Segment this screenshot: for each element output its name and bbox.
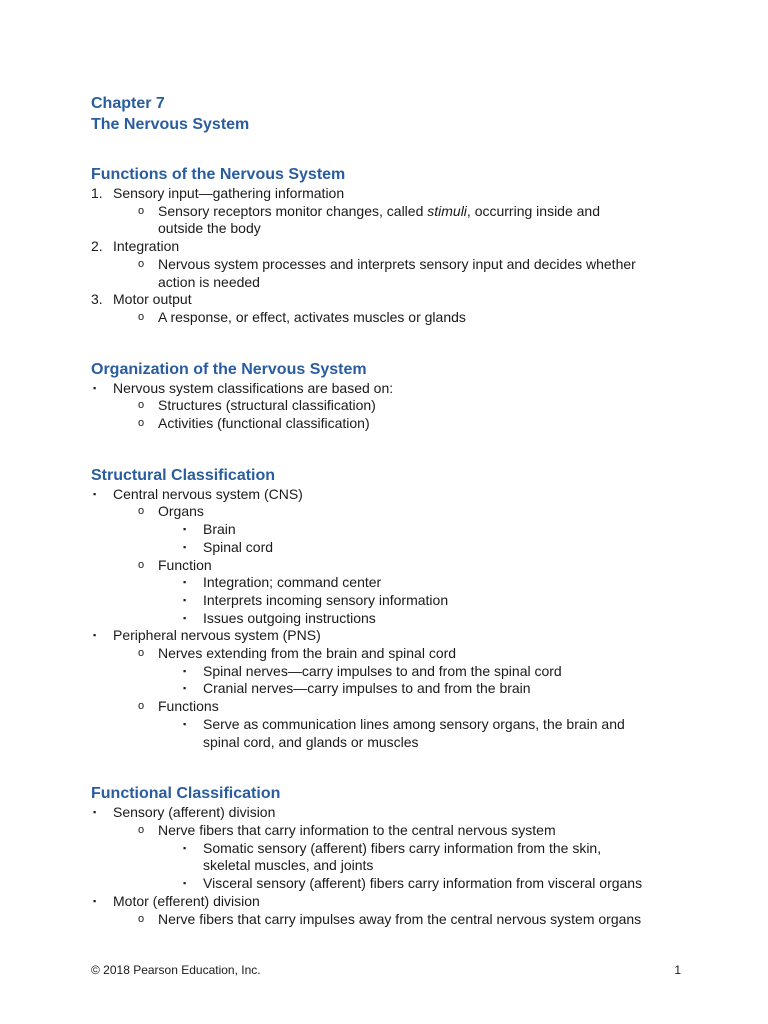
sub-item-text: Activities (functional classification) xyxy=(158,415,370,432)
bullet-marker: ▪ xyxy=(183,683,187,694)
sub-sub-item-text: Interprets incoming sensory information xyxy=(203,591,449,608)
sub-item xyxy=(91,698,691,716)
sub-sub-item xyxy=(91,521,691,539)
item-number: 1. xyxy=(91,185,103,201)
text-run: Nervous system processes and interprets sensory input and decides whether xyxy=(158,255,636,272)
sub-item xyxy=(91,503,691,521)
bullet-marker: ▪ xyxy=(93,382,97,393)
sub-item-text: Function xyxy=(158,556,212,573)
item-number: 3. xyxy=(91,291,103,308)
section-heading: Functional Classification xyxy=(91,785,281,803)
sub-item-text xyxy=(158,256,691,291)
sub-sub-item xyxy=(91,663,691,681)
bullet-marker: ▪ xyxy=(93,488,97,499)
bullet-marker: ▪ xyxy=(183,665,187,676)
bullet-marker: ▪ xyxy=(93,807,97,818)
sub-sub-item-text: Spinal nerves—carry impulses to and from the spinal cord xyxy=(203,662,562,679)
document-page xyxy=(91,93,691,928)
item-text: Motor output xyxy=(113,291,192,308)
bullet-item xyxy=(91,893,691,911)
sub-sub-item-text: Cranial nerves—carry impulses to and from the brain xyxy=(203,680,531,697)
text-run: skeletal muscles, and joints xyxy=(203,857,374,874)
sub-sub-item-text xyxy=(203,840,691,875)
circle-marker: o xyxy=(138,204,145,217)
sub-sub-item xyxy=(91,840,691,875)
sub-item xyxy=(91,645,691,663)
item-text: Sensory input—gathering information xyxy=(113,185,345,201)
item-number: 2. xyxy=(91,238,103,255)
numbered-item xyxy=(91,291,691,309)
bullet-item xyxy=(91,486,691,504)
section-functions xyxy=(91,165,691,327)
sub-sub-item-text: Integration; command center xyxy=(203,574,382,591)
bullet-item xyxy=(91,804,691,822)
sub-sub-item-text: Issues outgoing instructions xyxy=(203,609,376,626)
text-run: Somatic sensory (afferent) fibers carry information from the skin, xyxy=(203,839,602,856)
bullet-marker: ▪ xyxy=(183,594,187,605)
bullet-text: Peripheral nervous system (PNS) xyxy=(113,627,321,644)
bullet-marker: ▪ xyxy=(93,630,97,641)
sub-item xyxy=(91,309,691,327)
circle-marker: o xyxy=(138,823,145,836)
sub-sub-item-text: Spinal cord xyxy=(203,538,274,555)
sub-sub-item xyxy=(91,610,691,628)
bullet-text: Sensory (afferent) division xyxy=(113,804,276,821)
circle-marker: o xyxy=(138,257,145,270)
bullet-text: Motor (efferent) division xyxy=(113,892,260,909)
bullet-text: Central nervous system (CNS) xyxy=(113,485,303,502)
circle-marker: o xyxy=(138,505,145,518)
chapter-header xyxy=(91,93,691,135)
emphasis-text: stimuli xyxy=(427,202,467,219)
bullet-marker: ▪ xyxy=(183,541,187,552)
sub-item-text: Nerve fibers that carry impulses away from the central nervous system organs xyxy=(158,910,642,927)
sub-sub-item xyxy=(91,574,691,592)
circle-marker: o xyxy=(138,647,145,660)
bullet-marker: ▪ xyxy=(183,878,187,889)
sub-sub-item-text: Visceral sensory (afferent) fibers carry information from visceral organs xyxy=(203,875,643,892)
bullet-text: Nervous system classifications are based on: xyxy=(113,379,394,396)
sub-sub-item xyxy=(91,539,691,557)
text-run: Serve as communication lines among sensory organs, the brain and xyxy=(203,715,625,732)
sub-item xyxy=(91,397,691,415)
sub-sub-item xyxy=(91,680,691,698)
section-heading: Functions of the Nervous System xyxy=(91,166,346,183)
sub-item-text: Nerves extending from the brain and spinal cord xyxy=(158,645,457,662)
section-functional xyxy=(91,784,691,928)
item-text: Integration xyxy=(113,238,180,255)
text-run: action is needed xyxy=(158,273,260,290)
bullet-marker: ▪ xyxy=(183,577,187,588)
circle-marker: o xyxy=(138,700,145,713)
sub-item xyxy=(91,911,691,929)
bullet-marker: ▪ xyxy=(183,842,187,853)
chapter-number: Chapter 7 xyxy=(91,95,165,112)
sub-item xyxy=(91,415,691,433)
section-structural xyxy=(91,466,691,752)
page-footer xyxy=(91,963,681,977)
sub-sub-item-text: Brain xyxy=(203,521,236,538)
section-heading: Organization of the Nervous System xyxy=(91,360,367,378)
sub-item xyxy=(91,203,691,238)
sub-item-text: A response, or effect, activates muscles or glands xyxy=(158,308,466,325)
sub-sub-item xyxy=(91,716,691,751)
sub-item-text: Nerve fibers that carry information to the central nervous system xyxy=(158,821,556,838)
text-run: Sensory receptors monitor changes, called xyxy=(158,202,428,219)
sub-item-text: Structures (structural classification) xyxy=(158,397,376,414)
sub-item xyxy=(91,557,691,575)
circle-marker: o xyxy=(138,399,145,412)
bullet-item xyxy=(91,627,691,645)
sub-item-text xyxy=(158,203,691,238)
copyright-text: © 2018 Pearson Education, Inc. xyxy=(91,963,261,977)
sub-sub-item-text xyxy=(203,716,691,751)
page-number: 1 xyxy=(674,963,681,977)
sub-item xyxy=(91,256,691,291)
sub-sub-item xyxy=(91,875,691,893)
sub-item-text: Functions xyxy=(158,698,219,715)
sub-item-text: Organs xyxy=(158,503,204,520)
bullet-marker: ▪ xyxy=(183,612,187,623)
circle-marker: o xyxy=(138,310,145,323)
bullet-marker: ▪ xyxy=(93,895,97,906)
sub-sub-item xyxy=(91,592,691,610)
circle-marker: o xyxy=(138,912,145,925)
sub-item xyxy=(91,822,691,840)
circle-marker: o xyxy=(138,558,145,571)
section-heading: Structural Classification xyxy=(91,466,276,484)
section-organization xyxy=(91,360,691,433)
text-run: outside the body xyxy=(158,220,261,237)
circle-marker: o xyxy=(138,417,145,430)
numbered-item xyxy=(91,238,691,256)
text-run: spinal cord, and glands or muscles xyxy=(203,733,419,750)
bullet-marker: ▪ xyxy=(183,718,187,729)
chapter-title: The Nervous System xyxy=(91,116,250,133)
text-run: , occurring inside and xyxy=(466,202,600,219)
numbered-item xyxy=(91,185,691,203)
bullet-item xyxy=(91,380,691,398)
bullet-marker: ▪ xyxy=(183,524,187,535)
